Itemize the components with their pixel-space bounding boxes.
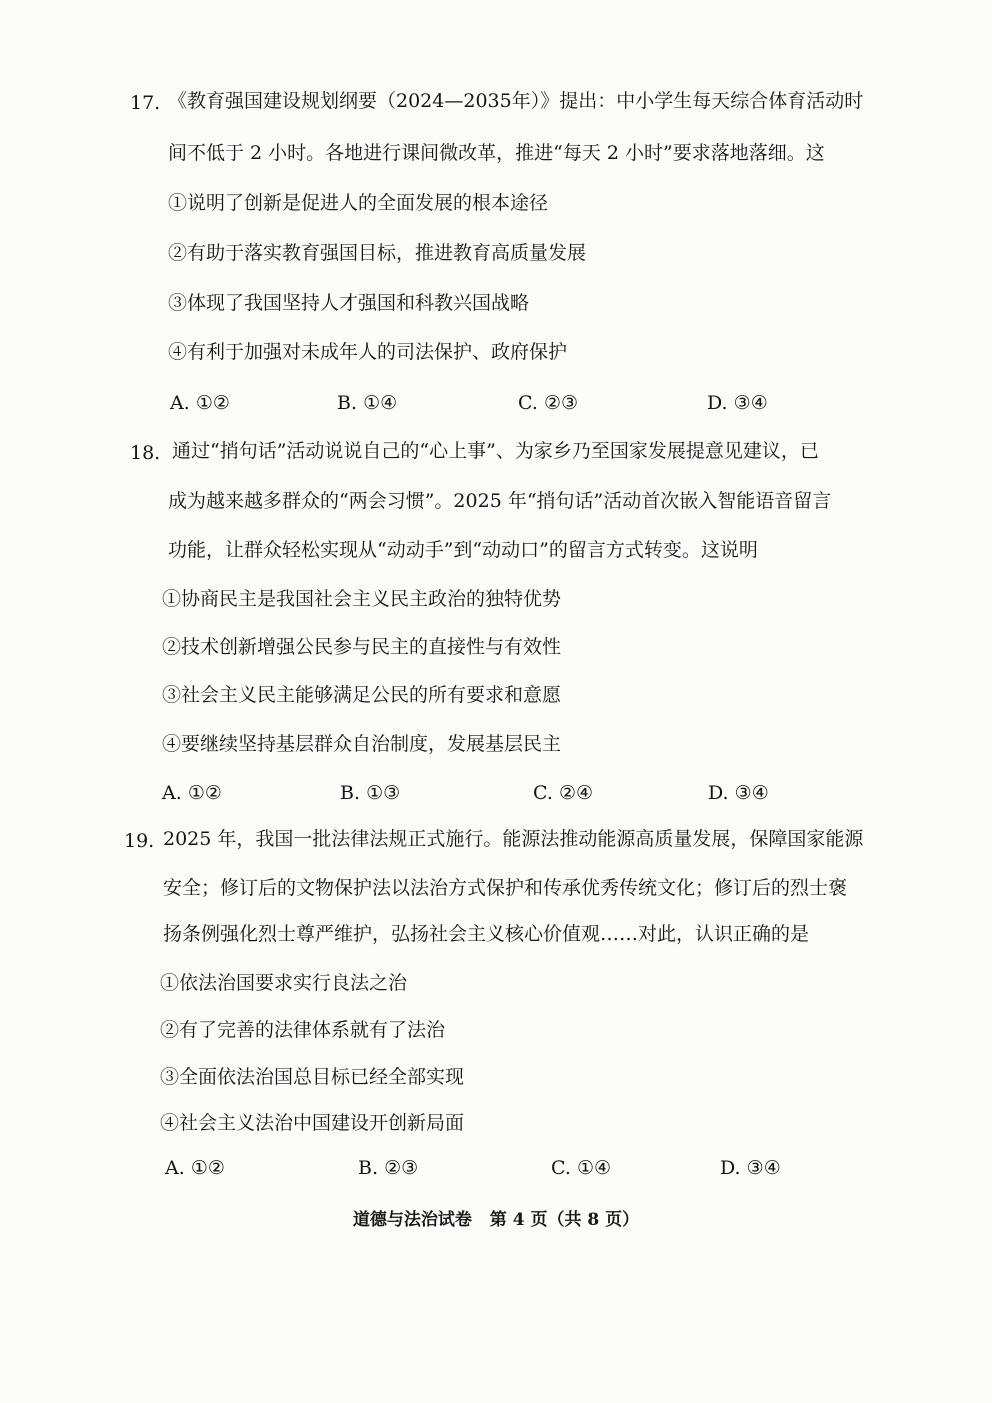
question-number: 17. xyxy=(130,92,161,114)
choice-value: ③④ xyxy=(734,782,769,804)
choice-value: ②③ xyxy=(384,1157,419,1179)
choice-letter: C. xyxy=(551,1157,571,1179)
question-number: 18. xyxy=(130,442,161,464)
statement-item: ③全面依法治国总目标已经全部实现 xyxy=(160,1066,465,1088)
choice-value: ①④ xyxy=(363,392,398,414)
choice-letter: C. xyxy=(518,392,538,414)
choice-letter: A. xyxy=(162,782,182,804)
choice-c[interactable] xyxy=(551,1155,611,1181)
choice-a[interactable] xyxy=(162,780,222,806)
question-stem-line: 功能，让群众轻松实现从“动动手”到“动动口”的留言方式转变。这说明 xyxy=(168,539,758,561)
choice-letter: C. xyxy=(533,782,553,804)
choice-letter: D. xyxy=(707,392,728,414)
statement-item: ②技术创新增强公民参与民主的直接性与有效性 xyxy=(162,636,562,658)
choice-b[interactable] xyxy=(358,1155,418,1181)
choice-value: ③④ xyxy=(733,392,768,414)
choice-letter: D. xyxy=(720,1157,741,1179)
question-stem-line: 扬条例强化烈士尊严维护，弘扬社会主义核心价值观……对此，认识正确的是 xyxy=(163,923,810,945)
choice-letter: A. xyxy=(170,392,190,414)
statement-item: ③体现了我国坚持人才强国和科教兴国战略 xyxy=(168,292,530,314)
choice-value: ①② xyxy=(187,782,222,804)
choice-value: ③④ xyxy=(746,1157,781,1179)
statement-item: ④要继续坚持基层群众自治制度，发展基层民主 xyxy=(162,733,562,755)
statement-item: ②有助于落实教育强国目标，推进教育高质量发展 xyxy=(168,242,587,264)
question-stem-line: 《教育强国建设规划纲要（2024—2035年）》提出：中小学生每天综合体育活动时 xyxy=(168,90,864,112)
page-footer xyxy=(0,1205,992,1230)
question-stem-line: 间不低于 2 小时。各地进行课间微改革，推进“每天 2 小时”要求落地落细。这 xyxy=(168,142,825,164)
question-stem-line: 成为越来越多群众的“两会习惯”。2025 年“捎句话”活动首次嵌入智能语音留言 xyxy=(168,490,832,512)
question-stem-line: 通过“捎句话”活动说说自己的“心上事”、为家乡乃至国家发展提意见建议，已 xyxy=(172,440,819,462)
choice-d[interactable] xyxy=(707,390,768,416)
question-stem-line: 安全；修订后的文物保护法以法治方式保护和传承优秀传统文化；修订后的烈士褒 xyxy=(163,877,848,899)
choice-value: ①④ xyxy=(576,1157,612,1179)
footer-subject: 道德与法治试卷 xyxy=(352,1210,472,1230)
statement-item: ④社会主义法治中国建设开创新局面 xyxy=(160,1112,465,1134)
choice-value: ②③ xyxy=(543,392,579,414)
choice-a[interactable] xyxy=(165,1155,225,1181)
choice-b[interactable] xyxy=(340,780,400,806)
statement-item: ③社会主义民主能够满足公民的所有要求和意愿 xyxy=(162,684,562,706)
choice-letter: B. xyxy=(337,392,358,414)
footer-page-number: 第 4 页（共 8 页） xyxy=(489,1210,640,1230)
statement-item: ①协商民主是我国社会主义民主政治的独特优势 xyxy=(162,588,562,610)
choice-a[interactable] xyxy=(170,390,230,416)
question-stem-line: 2025 年，我国一批法律法规正式施行。能源法推动能源高质量发展，保障国家能源 xyxy=(163,828,864,850)
choice-letter: A. xyxy=(165,1157,185,1179)
choice-letter: B. xyxy=(340,782,361,804)
statement-item: ①说明了创新是促进人的全面发展的根本途径 xyxy=(168,192,549,214)
question-number: 19. xyxy=(124,830,155,852)
statement-item: ②有了完善的法律体系就有了法治 xyxy=(160,1019,446,1041)
choice-letter: B. xyxy=(358,1157,379,1179)
choice-value: ①③ xyxy=(366,782,401,804)
choice-value: ②④ xyxy=(558,782,594,804)
choice-value: ①② xyxy=(195,392,230,414)
choice-c[interactable] xyxy=(533,780,593,806)
statement-item: ④有利于加强对未成年人的司法保护、政府保护 xyxy=(168,341,568,363)
choice-d[interactable] xyxy=(708,780,769,806)
choice-letter: D. xyxy=(708,782,729,804)
choice-value: ①② xyxy=(190,1157,225,1179)
choice-d[interactable] xyxy=(720,1155,781,1181)
choice-b[interactable] xyxy=(337,390,397,416)
statement-item: ①依法治国要求实行良法之治 xyxy=(160,972,408,994)
choice-c[interactable] xyxy=(518,390,578,416)
